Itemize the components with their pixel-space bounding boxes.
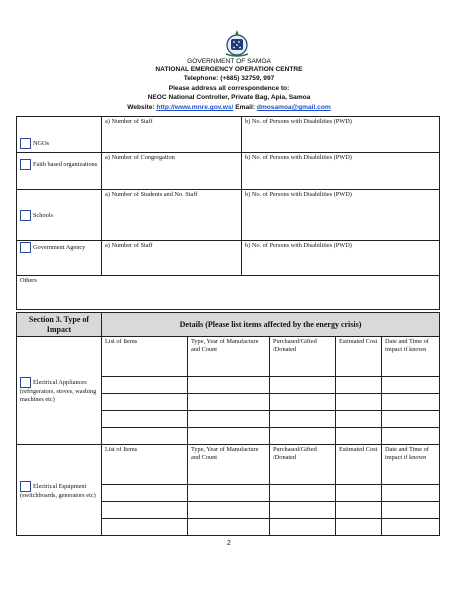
organisation-table bbox=[16, 116, 440, 310]
org-label: NGOs bbox=[33, 139, 50, 147]
impact-group-cell bbox=[17, 445, 102, 536]
org-field-a[interactable]: a) Number of Congregation bbox=[102, 153, 242, 190]
impact-group-label: Electrical Appliances (refrigerators, stoves, washing machines etc) bbox=[20, 378, 97, 403]
table-cell[interactable] bbox=[188, 519, 270, 536]
table-cell[interactable] bbox=[336, 485, 382, 502]
schools-checkbox[interactable] bbox=[20, 210, 31, 221]
electrical-equipment-checkbox[interactable] bbox=[20, 481, 31, 492]
table-row bbox=[17, 241, 440, 276]
table-cell[interactable] bbox=[382, 485, 440, 502]
ngos-checkbox[interactable] bbox=[20, 138, 31, 149]
org-field-a[interactable]: a) Number of Staff bbox=[102, 117, 242, 153]
table-cell[interactable] bbox=[270, 394, 336, 411]
table-cell[interactable] bbox=[102, 411, 188, 428]
table-cell[interactable] bbox=[270, 377, 336, 394]
column-header: Purchased/Gifted /Donated bbox=[270, 337, 336, 377]
table-cell[interactable] bbox=[102, 394, 188, 411]
column-header: Date and Time of impact if known bbox=[382, 337, 440, 377]
table-cell[interactable] bbox=[270, 519, 336, 536]
table-cell[interactable] bbox=[188, 394, 270, 411]
table-row bbox=[17, 190, 440, 241]
org-field-a[interactable]: a) Number of Staff bbox=[102, 241, 242, 276]
header-neoc: NATIONAL EMERGENCY OPERATION CENTRE bbox=[155, 66, 303, 73]
org-field-b[interactable]: b) No. of Persons with Disabilities (PWD) bbox=[242, 190, 440, 241]
email-label: Email: bbox=[235, 104, 256, 111]
table-cell[interactable] bbox=[102, 502, 188, 519]
table-cell[interactable] bbox=[188, 377, 270, 394]
samoa-coat-of-arms-icon bbox=[222, 28, 252, 58]
table-cell[interactable] bbox=[382, 411, 440, 428]
column-header: Type, Year of Manufacture and Count bbox=[188, 337, 270, 377]
table-cell[interactable] bbox=[382, 519, 440, 536]
faith-based-checkbox[interactable] bbox=[20, 159, 31, 170]
table-row bbox=[17, 337, 440, 377]
impact-group-cell bbox=[17, 337, 102, 445]
table-cell[interactable] bbox=[270, 411, 336, 428]
impact-table bbox=[16, 312, 440, 536]
header-address-note: Please address all correspondence to: bbox=[168, 85, 290, 92]
table-cell[interactable] bbox=[336, 394, 382, 411]
table-cell[interactable] bbox=[382, 394, 440, 411]
org-cell bbox=[17, 153, 102, 190]
table-row bbox=[17, 445, 440, 485]
table-cell[interactable] bbox=[382, 428, 440, 445]
table-cell[interactable] bbox=[188, 502, 270, 519]
column-header: Estimated Cost bbox=[336, 445, 382, 485]
table-cell[interactable] bbox=[270, 485, 336, 502]
table-cell[interactable] bbox=[336, 411, 382, 428]
column-header: Purchased/Gifted /Donated bbox=[270, 445, 336, 485]
table-cell[interactable] bbox=[102, 519, 188, 536]
org-cell bbox=[17, 117, 102, 153]
header-contact-line bbox=[0, 104, 458, 112]
header-address: NEOC National Controller, Private Bag, Apia, Samoa bbox=[147, 94, 311, 101]
header-telephone: Telephone: (+685) 32759, 997 bbox=[183, 75, 275, 82]
column-header: Date and Time of impact if known bbox=[382, 445, 440, 485]
header-government: GOVERNMENT OF SAMOA bbox=[187, 58, 271, 65]
org-label: Faith based organizations bbox=[33, 160, 98, 168]
table-cell[interactable] bbox=[102, 428, 188, 445]
column-header: List of Items bbox=[102, 337, 188, 377]
others-field[interactable]: Others bbox=[17, 276, 440, 310]
org-field-b[interactable]: b) No. of Persons with Disabilities (PWD) bbox=[242, 241, 440, 276]
table-cell[interactable] bbox=[336, 428, 382, 445]
table-row bbox=[17, 117, 440, 153]
section3-title: Section 3. Type of Impact bbox=[17, 313, 102, 337]
table-cell[interactable] bbox=[102, 485, 188, 502]
column-header: Type, Year of Manufacture and Count bbox=[188, 445, 270, 485]
table-cell[interactable] bbox=[270, 428, 336, 445]
org-field-a[interactable]: a) Number of Students and No. Staff bbox=[102, 190, 242, 241]
website-label: Website: bbox=[127, 104, 155, 111]
org-cell bbox=[17, 241, 102, 276]
table-cell[interactable] bbox=[188, 411, 270, 428]
table-cell[interactable] bbox=[270, 502, 336, 519]
table-cell[interactable] bbox=[102, 377, 188, 394]
table-cell[interactable] bbox=[382, 502, 440, 519]
table-row bbox=[17, 276, 440, 310]
column-header: List of Items bbox=[102, 445, 188, 485]
table-cell[interactable] bbox=[336, 377, 382, 394]
org-cell bbox=[17, 190, 102, 241]
table-cell[interactable] bbox=[188, 428, 270, 445]
org-field-b[interactable]: b) No. of Persons with Disabilities (PWD) bbox=[242, 153, 440, 190]
table-row bbox=[17, 153, 440, 190]
table-cell[interactable] bbox=[382, 377, 440, 394]
section3-details-heading: Details (Please list items affected by the energy crisis) bbox=[102, 313, 440, 337]
website-link[interactable]: http://www.mnre.gov.ws/ bbox=[156, 104, 234, 111]
section-header-row bbox=[17, 313, 440, 337]
electrical-appliances-checkbox[interactable] bbox=[20, 377, 31, 388]
org-field-b[interactable]: b) No. of Persons with Disabilities (PWD) bbox=[242, 117, 440, 153]
org-label: Schools bbox=[33, 211, 53, 219]
impact-group-label: Electrical Equipment (switchboards, generators etc) bbox=[20, 482, 96, 499]
table-cell[interactable] bbox=[336, 519, 382, 536]
org-label: Government Agency bbox=[33, 243, 86, 251]
column-header: Estimated Cost bbox=[336, 337, 382, 377]
email-link[interactable]: dmosamoa@gmail.com bbox=[256, 104, 331, 111]
government-agency-checkbox[interactable] bbox=[20, 242, 31, 253]
table-cell[interactable] bbox=[188, 485, 270, 502]
table-cell[interactable] bbox=[336, 502, 382, 519]
page-number: 2 bbox=[227, 540, 231, 547]
